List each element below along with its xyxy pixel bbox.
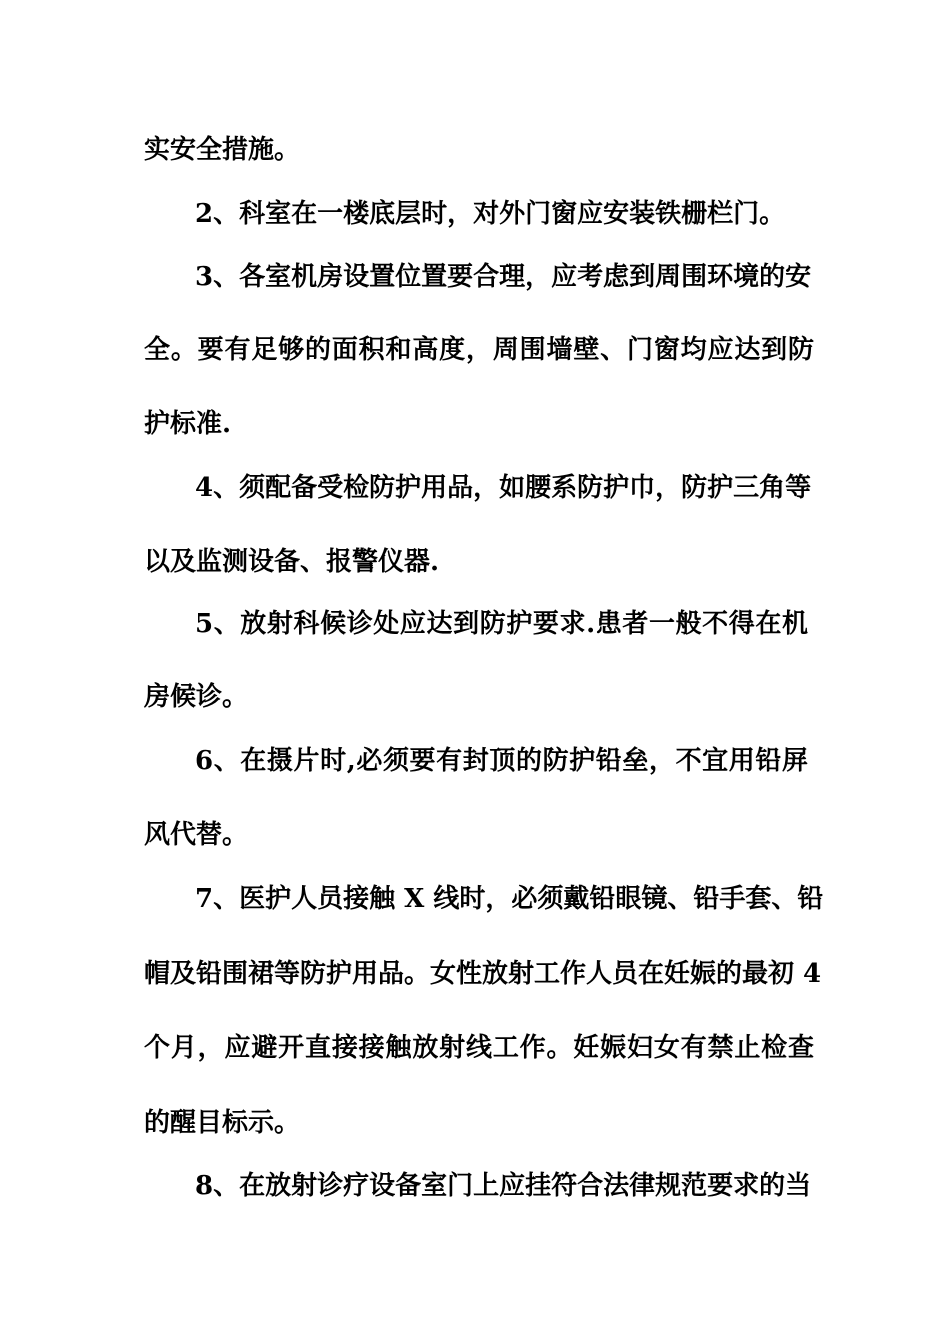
text-line-10: 6、在摄片时,必须要有封顶的防护铅垒，不宜用铅屏 [195,746,808,776]
text-line-6: 4、须配备受检防护用品，如腰系防护巾，防护三角等 [195,473,812,503]
text-line-5: 护标准. [144,409,232,439]
text-line-14: 个月，应避开直接接触放射线工作。妊娠妇女有禁止检查 [144,1033,814,1063]
text-line-11: 风代替。 [144,820,249,850]
text-line-3: 3、各室机房设置位置要合理，应考虑到周围环境的安 [195,262,812,292]
text-line-7: 以及监测设备、报警仪器. [144,547,440,577]
text-line-15: 的醒目标示。 [144,1108,301,1138]
text-line-1: 实安全措施。 [144,135,301,165]
text-line-12: 7、医护人员接触 X 线时，必须戴铅眼镜、铅手套、铅 [195,884,824,914]
text-line-2: 2、科室在一楼底层时，对外门窗应安装铁栅栏门。 [195,199,786,229]
text-line-4: 全。要有足够的面积和高度，周围墙壁、门窗均应达到防 [144,335,814,365]
text-line-9: 房候诊。 [144,682,249,712]
text-line-16: 8、在放射诊疗设备室门上应挂符合法律规范要求的当 [195,1171,812,1201]
text-line-8: 5、放射科候诊处应达到防护要求.患者一般不得在机 [195,609,808,639]
text-line-13: 帽及铅围裙等防护用品。女性放射工作人员在妊娠的最初 4 [144,959,822,989]
